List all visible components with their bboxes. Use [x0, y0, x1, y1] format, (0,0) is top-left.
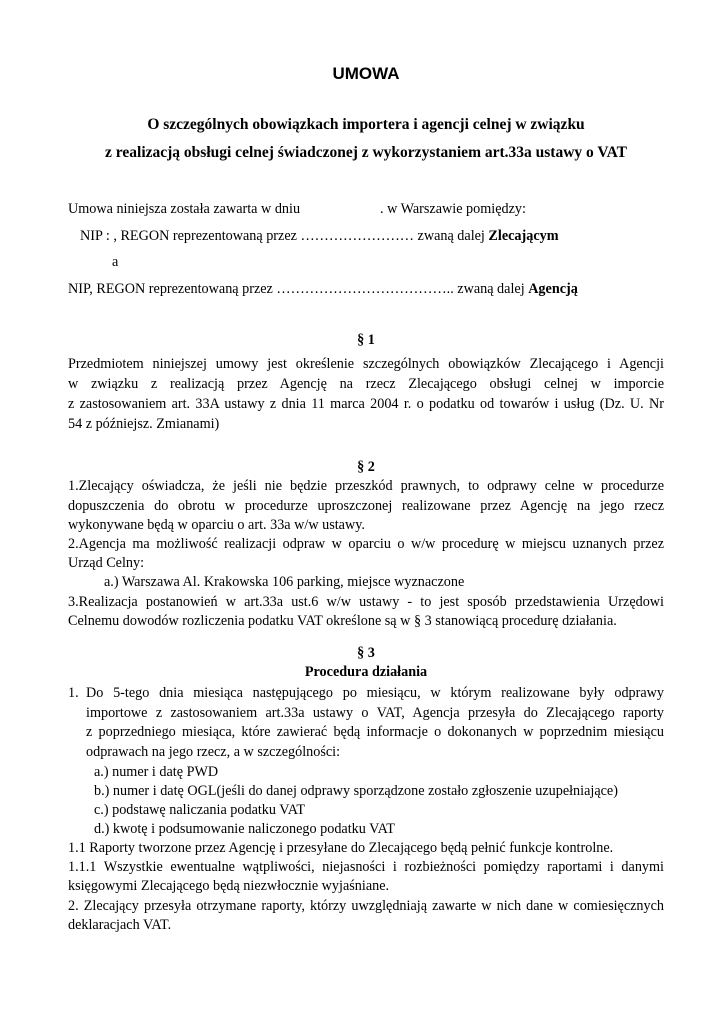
section-1-line: 54 z późniejsz. Zmianami) — [68, 416, 220, 432]
section-3-subitem: a.) numer i datę PWD — [94, 764, 219, 780]
section-3-item1-line: z poprzedniego miesiąca, które zawierać będą informacje o dokonanych w poprzednim miesiącu — [86, 724, 664, 740]
intro-agency-text: NIP, REGON reprezentowaną przez ……………………………….. zwaną dalej — [68, 281, 529, 297]
intro-location: . w Warszawie pomiędzy: — [380, 201, 526, 217]
section-1-line: z zastosowaniem art. 33A ustawy z dnia 11 marca 2004 r. o podatku od towarów i usług (Dz. U. Nr — [68, 396, 664, 412]
intro-client-party: Zlecającym — [488, 228, 559, 244]
section-2-p1-line: 1.Zlecający oświadcza, że jeśli nie będzie przeszkód prawnych, to odprawy celne w procedurze — [68, 478, 664, 494]
section-2-p2-line: 2.Agencja ma możliwość realizacji odpraw w oparciu o w/w procedurę w miejscu uznanych przez — [68, 536, 664, 552]
section-3-item1-line: odprawach na jego rzecz, a w szczególności: — [86, 744, 341, 760]
document-title: UMOWA — [332, 64, 400, 83]
section-2-p3-line: Celnemu dowodów rozliczenia podatku VAT określone są w § 3 stanowiącą procedurę działania. — [68, 613, 617, 629]
section-1-line: Przedmiotem niniejszej umowy jest określenie szczególnych obowiązków Zlecającego i Agencji — [68, 356, 664, 372]
section-1-line: w związku z realizacją przez Agencję na rzecz Zlecającego obsługi celnej w imporcie — [68, 376, 664, 392]
intro-agency-line — [68, 280, 578, 299]
intro-conjunction: a — [112, 254, 119, 270]
section-3-paragraph-2-line: deklaracjach VAT. — [68, 917, 172, 933]
section-3-item1-line: Do 5-tego dnia miesiąca następującego po miesiącu, w którym realizowane były odprawy — [86, 685, 664, 701]
section-2-p1-line: wykonywane będą w oparciu o art. 33a w/w ustawy. — [68, 517, 365, 533]
section-3-paragraph-1-1: 1.1 Raporty tworzone przez Agencję i przesyłane do Zlecającego będą pełnić funkcje kontrolne. — [68, 840, 614, 856]
subtitle-line-1: O szczególnych obowiązkach importera i agencji celnej w związku — [147, 116, 585, 133]
section-3-paragraph-1-1-1-line: księgowymi Zlecającego będą niezwłocznie wyjaśniane. — [68, 878, 390, 894]
section-3-item1-line: importowe z zastosowaniem art.33a ustawy o VAT, Agencja przesyła do Zlecającego raporty — [86, 705, 664, 721]
subtitle-line-2: z realizacją obsługi celnej świadczonej z wykorzystaniem art.33a ustawy o VAT — [105, 144, 627, 161]
section-2-p1-line: dopuszczenia do obrotu w procedurze uproszczonej realizowane przez Agencję na jego rzecz — [68, 498, 664, 514]
section-1-heading: § 1 — [357, 332, 375, 348]
intro-client-line — [80, 227, 559, 246]
section-3-paragraph-1-1-1-line: 1.1.1 Wszystkie ewentualne wątpliwości, niejasności i rozbieżności pomiędzy raportami i danymi — [68, 859, 664, 875]
section-2-location-item: a.) Warszawa Al. Krakowska 106 parking, miejsce wyznaczone — [104, 574, 465, 590]
intro-agency-party: Agencją — [528, 281, 578, 297]
section-2-p3-line: 3.Realizacja postanowień w art.33a ust.6 w/w ustawy - to jest sposób przedstawienia Urzędowi — [68, 594, 664, 610]
section-2-heading: § 2 — [357, 459, 375, 475]
section-3-paragraph-2-line: 2. Zlecający przesyła otrzymane raporty, którzy uwzględniają zawarte w nich dane w comiesięcznych — [68, 898, 664, 914]
section-3-item1-number: 1. — [68, 685, 79, 701]
intro-client-text: NIP : , REGON reprezentowaną przez …………………… zwaną dalej — [80, 228, 489, 244]
section-3-subheading: Procedura działania — [304, 664, 428, 680]
section-3-heading: § 3 — [357, 645, 375, 661]
intro-date-label: Umowa niniejsza została zawarta w dniu — [68, 201, 301, 217]
section-3-subitem: d.) kwotę i podsumowanie naliczonego podatku VAT — [94, 821, 395, 837]
section-3-subitem: c.) podstawę naliczania podatku VAT — [94, 802, 306, 818]
section-3-subitem: b.) numer i datę OGL(jeśli do danej odprawy sporządzone zostało zgłoszenie uzupełniające) — [94, 783, 618, 799]
section-2-p2-line: Urząd Celny: — [68, 555, 145, 571]
